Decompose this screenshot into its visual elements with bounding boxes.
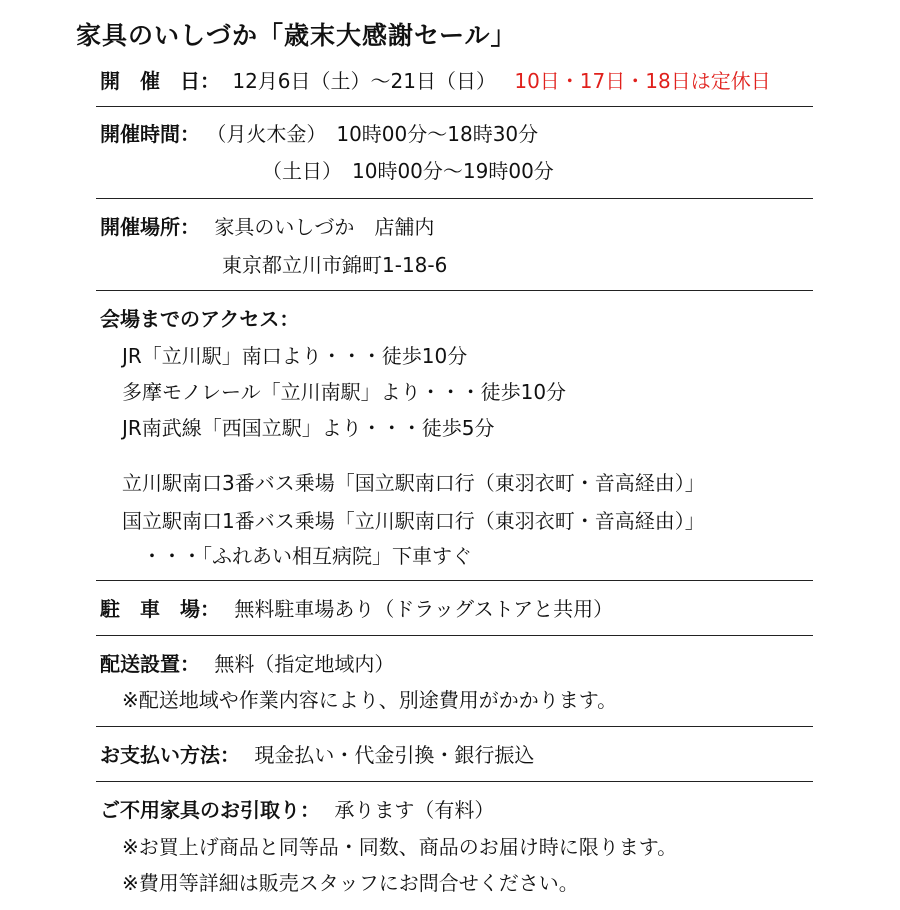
hours-weekend: （土日） 10時00分～19時00分 [262,159,554,183]
delivery-label: 配送設置： [100,652,200,676]
venue-address: 東京都立川市錦町1-18-6 [222,253,448,277]
divider [96,726,813,727]
access-line: JR「立川駅」南口より・・・徒歩10分 [122,344,468,368]
dates-value: 12月6日（土）～21日（日） [232,69,496,93]
parking-value: 無料駐車場あり（ドラッグストアと共用） [234,597,614,621]
venue-row [100,214,434,240]
payment-value: 現金払い・代金引換・銀行振込 [254,743,535,767]
closed-days: 10日・17日・18日は定休日 [514,69,771,93]
delivery-note: ※配送地域や作業内容により、別途費用がかかります。 [122,688,618,712]
access-label: 会場までのアクセス： [100,307,300,331]
payment-label: お支払い方法： [100,743,240,767]
hours-label: 開催時間： [100,122,200,146]
divider [96,580,813,581]
page-title: 家具のいしづか「歳末大感謝セール」 [76,21,517,50]
pickup-note: ※お買上げ商品と同等品・同数、商品のお届け時に限ります。 [122,835,678,859]
divider [96,106,813,107]
venue-label: 開催場所： [100,215,200,239]
pickup-value: 承ります（有料） [334,798,495,822]
hours-row [100,121,538,147]
delivery-row [100,651,394,677]
divider [96,290,813,291]
hours-weekday: （月火木金） 10時00分～18時30分 [206,122,539,146]
parking-row [100,596,613,622]
parking-label: 駐 車 場： [100,597,220,621]
pickup-note: ※費用等詳細は販売スタッフにお問合せください。 [122,871,579,895]
divider [96,781,813,782]
access-line: 多摩モノレール「立川南駅」より・・・徒歩10分 [122,380,567,404]
access-line: JR南武線「西国立駅」より・・・徒歩5分 [122,416,495,440]
dates-label: 開 催 日： [100,69,220,93]
access-line: 立川駅南口3番バス乗場「国立駅南口行（東羽衣町・音高経由）」 [122,471,705,495]
access-line: 国立駅南口1番バス乗場「立川駅南口行（東羽衣町・音高経由）」 [122,509,705,533]
delivery-value: 無料（指定地域内） [214,652,395,676]
divider [96,635,813,636]
pickup-row [100,797,494,823]
venue-name: 家具のいしづか 店舗内 [214,215,435,239]
dates-row [100,68,771,94]
access-line: ・・・「ふれあい相互病院」下車すぐ [142,544,472,568]
payment-row [100,742,534,768]
divider [96,198,813,199]
pickup-label: ご不用家具のお引取り： [100,798,320,822]
